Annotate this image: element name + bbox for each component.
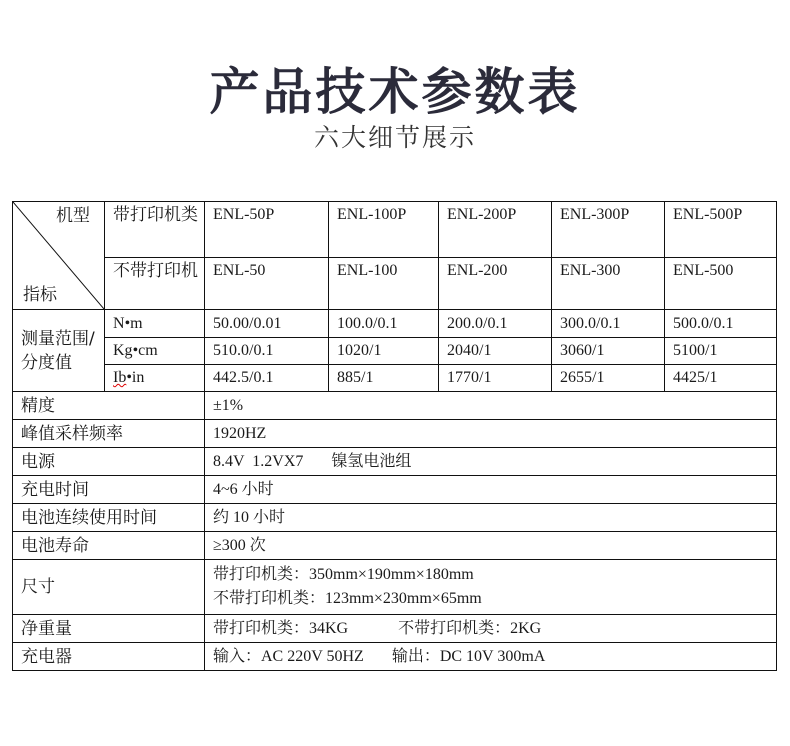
range-value: 200.0/0.1 xyxy=(439,310,552,338)
range-value: 2655/1 xyxy=(552,365,665,392)
table-row xyxy=(13,448,777,476)
model-cell: ENL-500P xyxy=(665,202,777,258)
spec-value xyxy=(205,615,777,643)
weight-with-printer: 带打印机类：34KG xyxy=(213,619,349,637)
model-cell: ENL-100P xyxy=(329,202,439,258)
model-cell: ENL-50P xyxy=(205,202,329,258)
model-cell: ENL-50 xyxy=(205,258,329,310)
range-value: 1770/1 xyxy=(439,365,552,392)
model-cell: ENL-300 xyxy=(552,258,665,310)
range-value: 2040/1 xyxy=(439,338,552,365)
unit-cell xyxy=(105,310,205,338)
spec-value: 约 10 小时 xyxy=(205,504,777,532)
range-value: 510.0/0.1 xyxy=(205,338,329,365)
unit-cell xyxy=(105,365,205,392)
spec-label: 电池连续使用时间 xyxy=(13,504,205,532)
range-value: 4425/1 xyxy=(665,365,777,392)
power-battery: 镍氢电池组 xyxy=(331,451,412,470)
corner-label-model: 机型 xyxy=(56,206,90,226)
spec-value xyxy=(205,643,777,671)
spec-label: 电池寿命 xyxy=(13,532,205,560)
model-cell: ENL-100 xyxy=(329,258,439,310)
table-row xyxy=(13,532,777,560)
spec-value: ±1% xyxy=(205,392,777,420)
model-cell: ENL-300P xyxy=(552,202,665,258)
range-value: 50.00/0.01 xyxy=(205,310,329,338)
table-row xyxy=(13,202,777,258)
spec-value xyxy=(205,560,777,615)
table-row xyxy=(13,560,777,615)
spec-value: 4~6 小时 xyxy=(205,476,777,504)
spec-label: 峰值采样频率 xyxy=(13,420,205,448)
table-row xyxy=(13,420,777,448)
model-cell: ENL-200P xyxy=(439,202,552,258)
range-value: 100.0/0.1 xyxy=(329,310,439,338)
size-with-printer: 带打印机类：350mm×190mm×180mm xyxy=(213,566,474,583)
spec-value: ≥300 次 xyxy=(205,532,777,560)
range-value: 500.0/0.1 xyxy=(665,310,777,338)
table-row xyxy=(13,476,777,504)
range-value: 885/1 xyxy=(329,365,439,392)
spec-label: 精度 xyxy=(13,392,205,420)
table-row xyxy=(13,615,777,643)
table-row xyxy=(13,310,777,338)
unit-prefix: N xyxy=(113,314,125,332)
spec-label: 充电器 xyxy=(13,643,205,671)
corner-header-cell xyxy=(13,202,105,310)
spec-value: 1920HZ xyxy=(205,420,777,448)
unit-suffix: •cm xyxy=(132,342,158,359)
with-printer-label: 带打印机类 xyxy=(105,202,205,258)
table-row xyxy=(13,338,777,365)
spec-table xyxy=(12,201,777,671)
spec-label: 净重量 xyxy=(13,615,205,643)
unit-suffix: •m xyxy=(124,314,143,332)
weight-without-printer: 不带打印机类：2KG xyxy=(398,619,542,637)
table-row xyxy=(13,365,777,392)
unit-prefix: Kg xyxy=(113,342,133,359)
table-row xyxy=(13,643,777,671)
charger-input: 输入：AC 220V 50HZ xyxy=(213,647,364,665)
unit-prefix: Ib xyxy=(113,369,127,386)
range-value: 3060/1 xyxy=(552,338,665,365)
spec-label: 充电时间 xyxy=(13,476,205,504)
range-label: 测量范围/ 分度值 xyxy=(13,310,105,392)
unit-suffix: •in xyxy=(126,369,145,386)
table-row xyxy=(13,258,777,310)
range-value: 5100/1 xyxy=(665,338,777,365)
model-cell: ENL-200 xyxy=(439,258,552,310)
table-row xyxy=(13,392,777,420)
page-subtitle: 六大细节展示 xyxy=(313,123,476,152)
size-without-printer: 不带打印机类：123mm×230mm×65mm xyxy=(213,590,482,607)
power-voltage: 8.4V 1.2VX7 xyxy=(213,453,304,470)
unit-cell xyxy=(105,338,205,365)
range-value: 442.5/0.1 xyxy=(205,365,329,392)
range-value: 300.0/0.1 xyxy=(552,310,665,338)
corner-label-metric: 指标 xyxy=(23,285,57,305)
spec-label: 尺寸 xyxy=(13,560,205,615)
spec-value xyxy=(205,448,777,476)
without-printer-label: 不带打印机 xyxy=(105,258,205,310)
model-cell: ENL-500 xyxy=(665,258,777,310)
spec-label: 电源 xyxy=(13,448,205,476)
page-title: 产品技术参数表 xyxy=(209,63,581,121)
table-row xyxy=(13,504,777,532)
range-value: 1020/1 xyxy=(329,338,439,365)
charger-output: 输出：DC 10V 300mA xyxy=(391,647,546,665)
